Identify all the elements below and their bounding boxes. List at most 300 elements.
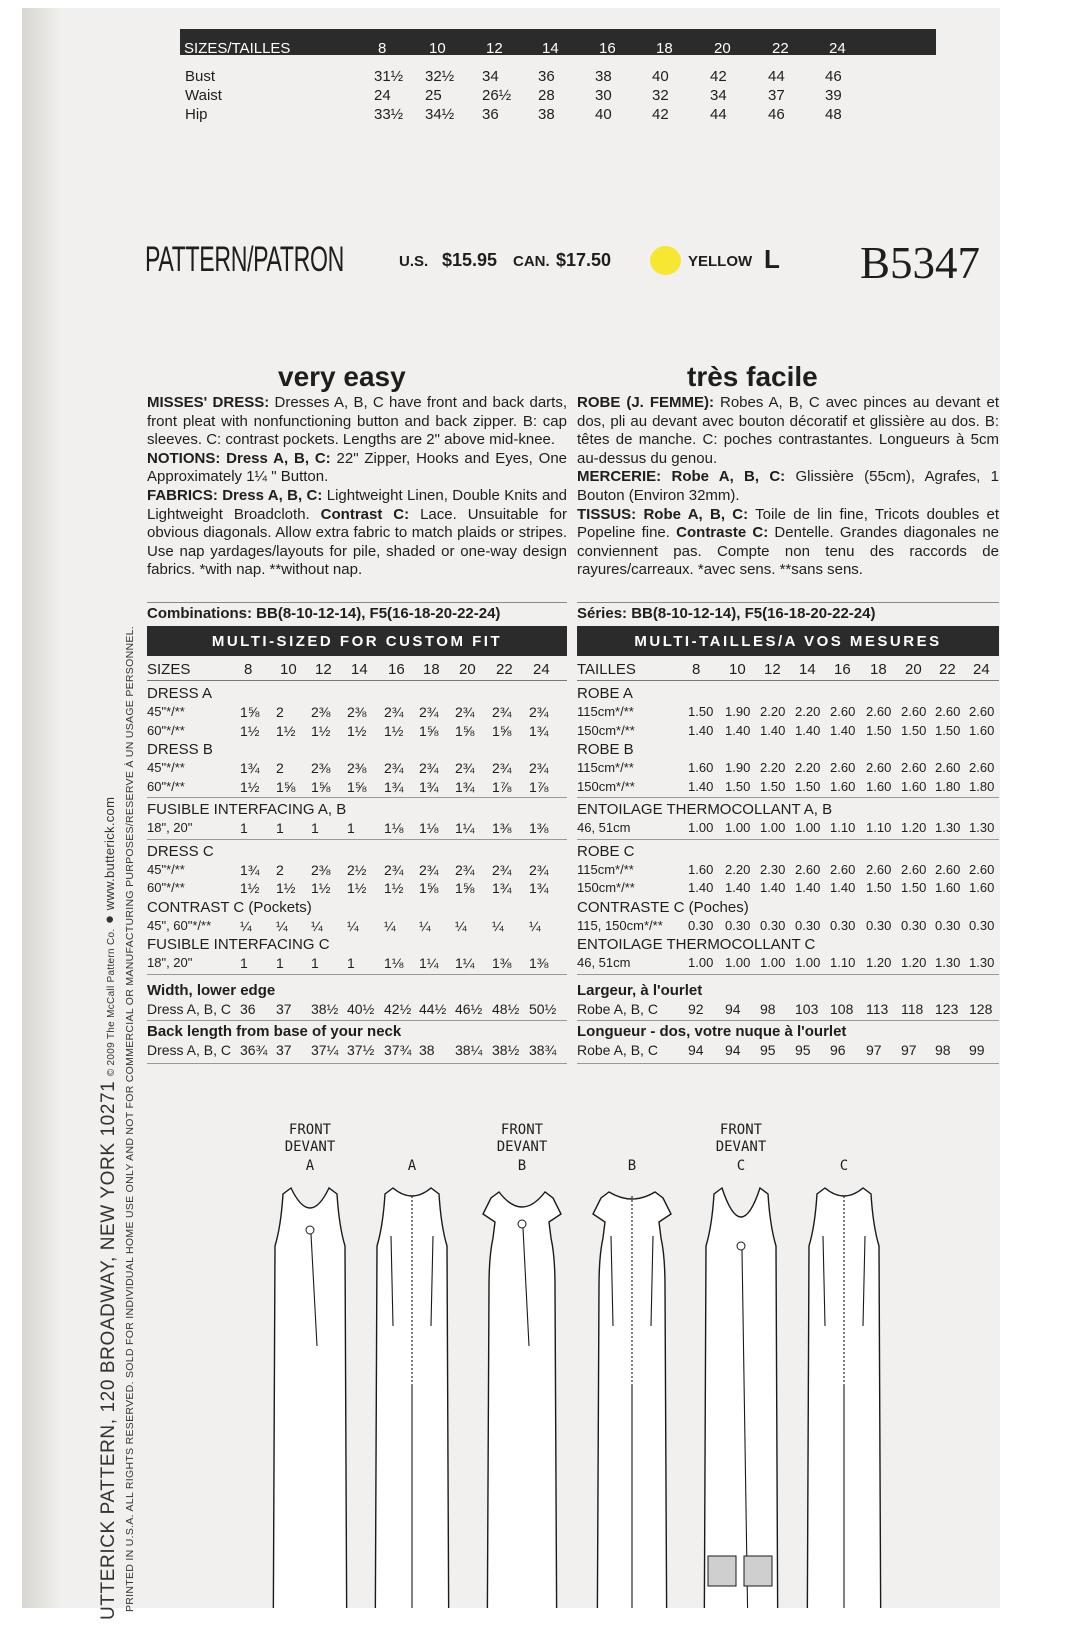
width-value: 103 bbox=[795, 1000, 819, 1017]
yardage-cell: 1 bbox=[240, 955, 248, 971]
yardage-row-label: 18", 20" bbox=[147, 820, 193, 835]
yardage-cell: 1.40 bbox=[688, 880, 714, 895]
yardage-cell: 1⅝ bbox=[492, 722, 512, 739]
yardage-cell: 1.60 bbox=[935, 880, 961, 895]
yardage-cell: 1.50 bbox=[760, 778, 786, 794]
yardage-cell: 1.10 bbox=[866, 820, 892, 835]
yardage-cell: 1⅝ bbox=[276, 778, 296, 795]
yardage-cell: 1.40 bbox=[795, 722, 821, 738]
yardage-cell: 2¾ bbox=[455, 861, 475, 878]
yardage-size: 10 bbox=[280, 661, 297, 678]
yardage-cell: 1.40 bbox=[760, 722, 786, 738]
figure-label-front: FRONT bbox=[719, 1122, 763, 1138]
yardage-cell: 1¼ bbox=[455, 820, 475, 836]
yardage-cell: 2.60 bbox=[901, 861, 927, 877]
dress-figure-back-B bbox=[587, 1176, 677, 1608]
dress-figure-back-C bbox=[799, 1176, 889, 1608]
yardage-cell: 1¾ bbox=[240, 861, 260, 878]
pattern-label: PATTERN/PATRON bbox=[145, 240, 345, 279]
envelope-fold-shadow bbox=[22, 8, 62, 1608]
fabrics-text-2: Lace. Unsuitable for obvious diagonals. Allow extra fabric to match plaids or stripes. Use nap yardages/layouts for pile, shaded or one-way design fabrics. *with nap. **without nap. bbox=[147, 505, 568, 579]
yardage-cell: 2¾ bbox=[419, 861, 439, 878]
dress-heading: MISSES' DRESS: bbox=[147, 394, 270, 411]
length-label: Robe A, B, C bbox=[577, 1041, 658, 1058]
yardage-row-label: 60"*/** bbox=[147, 722, 185, 738]
yardage-cell: 1.40 bbox=[795, 880, 821, 895]
figure-letter: B bbox=[627, 1158, 637, 1174]
width-value: 46½ bbox=[455, 1000, 483, 1017]
yardage-rule bbox=[147, 1063, 567, 1064]
size-table-cell: 32½ bbox=[425, 68, 455, 85]
yardage-cell: 0.30 bbox=[935, 917, 961, 933]
fabrics-heading: FABRICS: Dress A, B, C: bbox=[147, 486, 323, 504]
yardage-cell: 0.30 bbox=[866, 917, 892, 933]
yardage-cell: 1.30 bbox=[935, 820, 961, 835]
tissus-text-2: Dentelle. Grandes diagonales ne conviennent pas. Compte non tenu des raccords de rayures/carreaux. *avec sens. **sans sens. bbox=[577, 524, 1000, 579]
yardage-cell: 2⅜ bbox=[347, 760, 367, 776]
figure-letter: C bbox=[839, 1158, 849, 1174]
yardage-cell: 1⅝ bbox=[419, 880, 439, 896]
yardage-cell: 2.60 bbox=[901, 704, 927, 719]
yardage-cell: 0.30 bbox=[969, 917, 995, 933]
size-table-cell: 46 bbox=[768, 106, 785, 123]
yardage-cell: 1 bbox=[240, 820, 248, 836]
yardage-cell: 1.90 bbox=[725, 760, 751, 775]
yardage-row-label: 115cm*/** bbox=[577, 704, 634, 719]
size-table-cell: 39 bbox=[825, 87, 842, 104]
yardage-cell: 1 bbox=[276, 820, 284, 836]
yardage-cell: 2¾ bbox=[492, 861, 512, 878]
yardage-cell: 1.00 bbox=[725, 955, 751, 970]
yardage-cell: 1⅞ bbox=[492, 778, 512, 795]
yardage-row-label: 115cm*/** bbox=[577, 760, 634, 775]
dress-figure-front-B bbox=[477, 1176, 567, 1608]
length-value: 96 bbox=[830, 1041, 846, 1058]
yardage-cell: 1½ bbox=[347, 880, 367, 896]
title-english: very easy bbox=[278, 361, 406, 392]
size-table-cell: 38 bbox=[538, 106, 555, 123]
figure-label-devant: DEVANT bbox=[496, 1139, 548, 1155]
size-table-cell: 25 bbox=[425, 87, 442, 104]
yardage-cell: 1¼ bbox=[455, 955, 475, 971]
yardage-size: 14 bbox=[799, 661, 816, 678]
length-value: 38¼ bbox=[455, 1041, 483, 1058]
yardage-cell: 1.50 bbox=[688, 704, 714, 719]
yardage-section-title: ENTOILAGE THERMOCOLLANT C bbox=[577, 936, 816, 953]
yardage-size: 22 bbox=[939, 661, 956, 678]
rule-english-top bbox=[147, 602, 567, 603]
yardage-cell: 1.80 bbox=[969, 778, 995, 794]
yardage-rule bbox=[577, 1063, 999, 1064]
yardage-size: 24 bbox=[533, 661, 550, 678]
yardage-size: 18 bbox=[423, 661, 440, 678]
yardage-cell: 1.50 bbox=[866, 880, 892, 895]
size-table-cell: 46 bbox=[825, 68, 842, 85]
yardage-cell: 2 bbox=[276, 760, 284, 776]
yardage-size: 16 bbox=[388, 661, 405, 678]
yardage-cell: 1.50 bbox=[901, 880, 927, 895]
yardage-cell: 2¾ bbox=[455, 704, 475, 720]
size-table-row-label: Hip bbox=[185, 106, 208, 123]
yardage-cell: 2.60 bbox=[935, 760, 961, 775]
yardage-cell: 1⅛ bbox=[419, 820, 439, 836]
yardage-size: 18 bbox=[870, 661, 887, 678]
yardage-section-title: ENTOILAGE THERMOCOLLANT A, B bbox=[577, 801, 833, 818]
yardage-cell: 1.30 bbox=[969, 955, 995, 970]
yardage-cell: 1⅝ bbox=[311, 778, 331, 795]
yardage-cell: 1¾ bbox=[455, 778, 475, 795]
yardage-cell: 1.00 bbox=[795, 820, 821, 835]
width-value: 113 bbox=[866, 1000, 889, 1017]
yardage-cell: 2 bbox=[276, 861, 284, 878]
yardage-cell: ¼ bbox=[419, 917, 431, 934]
yardage-section-title: CONTRAST C (Pockets) bbox=[147, 898, 312, 916]
width-value: 123 bbox=[935, 1000, 959, 1017]
length-value: 38¾ bbox=[529, 1041, 557, 1058]
size-table-cell: 36 bbox=[538, 68, 555, 85]
size-table-row-label: Bust bbox=[185, 68, 216, 85]
size-table-cell: 31½ bbox=[374, 68, 404, 85]
color-dot bbox=[650, 246, 681, 275]
yardage-cell: ¼ bbox=[455, 917, 467, 934]
yardage-cell: 1.00 bbox=[688, 820, 714, 835]
yardage-rule bbox=[147, 839, 567, 840]
yardage-section-title: FUSIBLE INTERFACING C bbox=[147, 936, 330, 953]
yardage-cell: 2.30 bbox=[760, 861, 786, 877]
yardage-cell: 1⅜ bbox=[492, 820, 512, 836]
yardage-cell: 1⅛ bbox=[384, 820, 404, 836]
yardage-cell: 2¾ bbox=[529, 760, 549, 776]
yardage-cell: 1.60 bbox=[688, 861, 714, 877]
yardage-cell: 2¾ bbox=[384, 760, 404, 776]
size-table-cell: 40 bbox=[652, 68, 669, 85]
yardage-cell: 2.60 bbox=[969, 861, 995, 877]
size-table-cell: 32 bbox=[652, 87, 669, 104]
length-value: 38 bbox=[419, 1041, 435, 1058]
dress-figure-front-C bbox=[696, 1176, 786, 1608]
yardage-cell: 1.80 bbox=[935, 778, 961, 794]
length-value: 94 bbox=[725, 1041, 741, 1058]
length-value: 37¼ bbox=[311, 1041, 339, 1058]
title-french: très facile bbox=[687, 361, 818, 392]
yardage-cell: 1 bbox=[276, 955, 284, 971]
length-value: 98 bbox=[935, 1041, 951, 1058]
length-value: 36¾ bbox=[240, 1041, 268, 1058]
length-value: 97 bbox=[901, 1041, 917, 1058]
contrast-pocket bbox=[744, 1556, 772, 1586]
figure-label-front: FRONT bbox=[288, 1122, 332, 1138]
side-imprint bbox=[98, 797, 120, 1620]
yardage-cell: 1⅝ bbox=[240, 704, 260, 720]
yardage-cell: 1½ bbox=[276, 722, 296, 739]
side-legal bbox=[124, 626, 136, 1612]
figure-label-devant: DEVANT bbox=[715, 1139, 767, 1155]
side-copyright: © 2009 The McCall Pattern Co. bbox=[106, 928, 117, 1077]
yardage-sizes-label: SIZES bbox=[147, 661, 191, 678]
yardage-cell: 2.60 bbox=[830, 861, 856, 877]
size-table-cell: 37 bbox=[768, 87, 785, 104]
yardage-cell: 2¾ bbox=[419, 760, 439, 776]
yardage-row-label: 45"*/** bbox=[147, 760, 185, 775]
yardage-cell: 1.30 bbox=[935, 955, 961, 970]
yardage-cell: 2¾ bbox=[492, 704, 512, 720]
yardage-cell: 1.60 bbox=[901, 778, 927, 794]
yardage-row-label: 46, 51cm bbox=[577, 820, 631, 835]
figure-letter: C bbox=[736, 1158, 746, 1174]
yardage-cell: 1.40 bbox=[725, 722, 751, 738]
yardage-row-label: 45", 60"*/** bbox=[147, 917, 212, 933]
yardage-cell: 1.50 bbox=[725, 778, 751, 794]
yardage-section-title: DRESS B bbox=[147, 741, 213, 758]
size-table-cell: 36 bbox=[482, 106, 499, 123]
dress-outline bbox=[483, 1192, 561, 1608]
figure-letter: A bbox=[305, 1158, 315, 1174]
yardage-cell: 1.50 bbox=[935, 722, 961, 738]
yardage-cell: 1.00 bbox=[725, 820, 751, 835]
yardage-cell: ¼ bbox=[384, 917, 396, 934]
length-value: 37 bbox=[276, 1041, 292, 1058]
length-value: 38½ bbox=[492, 1041, 520, 1058]
yardage-cell: 1.00 bbox=[760, 955, 786, 970]
size-table-row-label: Waist bbox=[185, 87, 222, 104]
yardage-cell: 1.00 bbox=[688, 955, 714, 970]
yardage-cell: ¼ bbox=[276, 917, 288, 934]
yardage-cell: 2.60 bbox=[830, 704, 856, 719]
length-heading: Longueur - dos, votre nuque à l'ourlet bbox=[577, 1022, 847, 1040]
yardage-cell: 1 bbox=[311, 955, 319, 971]
yardage-cell: ¼ bbox=[311, 917, 323, 934]
mercerie-heading: MERCERIE: Robe A, B, C: bbox=[577, 468, 786, 486]
yardage-cell: 1⅝ bbox=[455, 880, 475, 896]
yardage-section-title: CONTRASTE C (Poches) bbox=[577, 898, 749, 916]
width-value: 40½ bbox=[347, 1000, 375, 1017]
tissus-text-1: Toile de lin fine, Tricots doubles et Popeline fine. bbox=[577, 505, 999, 542]
size-table-cell: 42 bbox=[652, 106, 669, 123]
size-table-cell: 34 bbox=[710, 87, 727, 104]
yardage-rule bbox=[147, 797, 567, 798]
yardage-cell: ¼ bbox=[492, 917, 504, 934]
yardage-cell: 0.30 bbox=[760, 917, 786, 933]
yardage-row-label: 60"*/** bbox=[147, 880, 185, 895]
yardage-row-label: 60"*/** bbox=[147, 778, 185, 794]
robe-text: Robes A, B, C avec pinces au devant et dos, pli au devant avec bouton décoratif et glissière au dos. B: têtes de manche. C: poches contrastantes. Longueurs à 5cm au-dessus du genou. bbox=[577, 394, 999, 467]
yardage-cell: 1½ bbox=[240, 722, 260, 739]
size-table-cell: 44 bbox=[768, 68, 785, 85]
yardage-size: 16 bbox=[834, 661, 851, 678]
width-value: 98 bbox=[760, 1000, 776, 1017]
yardage-cell: 0.30 bbox=[795, 917, 821, 933]
yardage-cell: 1⅞ bbox=[529, 778, 549, 795]
pattern-number: B5347 bbox=[860, 238, 981, 288]
yardage-row-label: 46, 51cm bbox=[577, 955, 631, 970]
yardage-size: 12 bbox=[315, 661, 332, 678]
yardage-rule bbox=[577, 797, 999, 798]
yardage-cell: 2.60 bbox=[935, 704, 961, 719]
figure-letter: A bbox=[407, 1158, 417, 1174]
yardage-cell: 2.60 bbox=[969, 760, 995, 775]
yardage-rule bbox=[147, 680, 567, 681]
size-table-size: 16 bbox=[599, 40, 616, 57]
size-table-cell: 48 bbox=[825, 106, 842, 123]
size-table-cell: 28 bbox=[538, 87, 555, 104]
width-heading: Largeur, à l'ourlet bbox=[577, 981, 703, 999]
yardage-cell: 1.50 bbox=[866, 722, 892, 738]
english-description bbox=[147, 394, 567, 580]
length-value: 95 bbox=[795, 1041, 811, 1058]
yardage-cell: 1½ bbox=[384, 722, 404, 739]
yardage-cell: 2.20 bbox=[795, 704, 821, 719]
tissus-heading: TISSUS: Robe A, B, C: bbox=[577, 505, 749, 523]
yardage-row-label: 150cm*/** bbox=[577, 722, 635, 738]
fabrics-text-1: Lightweight Linen, Double Knits and Lightweight Broadcloth. bbox=[147, 486, 567, 523]
yardage-cell: 1½ bbox=[347, 722, 367, 739]
yardage-rule bbox=[577, 680, 999, 681]
combinations: Combinations: BB(8-10-12-14), F5(16-18-20-22-24) bbox=[147, 605, 501, 622]
yardage-cell: 1½ bbox=[276, 880, 296, 896]
yardage-cell: 1¾ bbox=[492, 880, 512, 896]
yardage-cell: 1.50 bbox=[795, 778, 821, 794]
width-value: 118 bbox=[901, 1000, 924, 1017]
notions-heading: NOTIONS: Dress A, B, C: bbox=[147, 449, 331, 467]
yardage-cell: 1⅜ bbox=[529, 820, 549, 836]
yardage-cell: 2¾ bbox=[492, 760, 512, 776]
size-table-cell: 34 bbox=[482, 68, 499, 85]
yardage-cell: 2.60 bbox=[866, 760, 892, 775]
yardage-size: 20 bbox=[459, 661, 476, 678]
yardage-cell: 2.20 bbox=[760, 704, 786, 719]
yardage-rule bbox=[577, 839, 999, 840]
yardage-cell: 2⅜ bbox=[311, 704, 331, 720]
size-table-cell: 38 bbox=[595, 68, 612, 85]
yardage-cell: 1⅝ bbox=[419, 722, 439, 739]
yardage-section-title: DRESS C bbox=[147, 842, 214, 860]
size-table-size: 20 bbox=[714, 40, 731, 57]
size-letter: L bbox=[764, 244, 780, 274]
width-value: 44½ bbox=[419, 1000, 447, 1017]
side-url: www.butterick.com bbox=[102, 796, 117, 911]
yardage-cell: 1.60 bbox=[969, 722, 995, 738]
yardage-cell: 2.20 bbox=[795, 760, 821, 775]
yardage-cell: 2.60 bbox=[969, 704, 995, 719]
length-value: 95 bbox=[760, 1041, 776, 1058]
yardage-cell: 1.50 bbox=[901, 722, 927, 738]
yardage-cell: 2¾ bbox=[455, 760, 475, 776]
yardage-cell: 1.10 bbox=[830, 820, 856, 835]
yardage-cell: 2⅜ bbox=[311, 760, 331, 776]
size-table-size: 14 bbox=[542, 40, 559, 57]
can-price: $17.50 bbox=[556, 250, 612, 270]
yardage-cell: 2¾ bbox=[529, 861, 549, 878]
contrast-pocket bbox=[708, 1556, 736, 1586]
yardage-cell: 2⅜ bbox=[311, 861, 331, 878]
yardage-size: 8 bbox=[692, 661, 701, 678]
width-heading: Width, lower edge bbox=[147, 981, 276, 999]
notions-text: 22" Zipper, Hooks and Eyes, One Approximately 1¼ " Button. bbox=[147, 449, 567, 486]
yardage-rule bbox=[577, 974, 999, 975]
figure-label-devant: DEVANT bbox=[284, 1139, 336, 1155]
yardage-section-title: ROBE A bbox=[577, 685, 633, 702]
size-table-size: 10 bbox=[429, 40, 446, 57]
yardage-row-label: 18", 20" bbox=[147, 955, 193, 970]
yardage-size: 12 bbox=[764, 661, 781, 678]
mercerie-text: Glissière (55cm), Agrafes, 1 Bouton (Environ 32mm). bbox=[577, 468, 999, 504]
yardage-cell: 1⅛ bbox=[384, 955, 404, 971]
length-value: 94 bbox=[688, 1041, 704, 1058]
rule-french-top bbox=[577, 602, 999, 603]
length-value: 37¾ bbox=[384, 1041, 412, 1058]
size-table-cell: 34½ bbox=[425, 106, 455, 123]
width-label: Dress A, B, C bbox=[147, 1000, 232, 1017]
yardage-cell: 2⅜ bbox=[347, 704, 367, 720]
series: Séries: BB(8-10-12-14), F5(16-18-20-22-24) bbox=[577, 605, 876, 622]
yardage-sizes-label: TAILLES bbox=[577, 661, 636, 678]
yardage-cell: 1.40 bbox=[830, 880, 856, 895]
yardage-row-label: 115, 150cm*/** bbox=[577, 917, 663, 933]
length-value: 99 bbox=[969, 1041, 985, 1058]
yardage-cell: 2 bbox=[276, 704, 284, 720]
tissus-contrast: Contraste C: bbox=[676, 524, 769, 542]
yardage-cell: 1½ bbox=[240, 880, 260, 896]
width-value: 48½ bbox=[492, 1000, 520, 1017]
yardage-section-title: DRESS A bbox=[147, 685, 213, 702]
yardage-size: 22 bbox=[496, 661, 513, 678]
yardage-cell: 1.40 bbox=[688, 722, 714, 738]
yardage-cell: 1½ bbox=[240, 778, 260, 795]
size-table-cell: 40 bbox=[595, 106, 612, 123]
length-label: Dress A, B, C bbox=[147, 1041, 232, 1058]
yardage-cell: 1½ bbox=[311, 880, 331, 896]
yardage-cell: 0.30 bbox=[688, 917, 714, 933]
yardage-rule bbox=[147, 1020, 567, 1021]
yardage-cell: 1 bbox=[311, 820, 319, 836]
yardage-cell: 2.20 bbox=[760, 760, 786, 775]
can-label: CAN. bbox=[513, 253, 550, 270]
yardage-cell: 2.60 bbox=[901, 760, 927, 775]
yardage-cell: 1.40 bbox=[688, 778, 714, 794]
yardage-cell: 1.60 bbox=[688, 760, 714, 775]
yardage-cell: ¼ bbox=[347, 917, 359, 934]
yardage-cell: 1.30 bbox=[969, 820, 995, 835]
width-value: 38½ bbox=[311, 1000, 339, 1017]
figure-label-front: FRONT bbox=[500, 1122, 544, 1138]
yardage-row-label: 45"*/** bbox=[147, 704, 185, 719]
yardage-cell: 1¼ bbox=[419, 955, 439, 971]
dress-text: Dresses A, B, C have front and back darts, front pleat with nonfunctioning button and back zipper. B: cap sleeves. C: contrast pockets. Lengths are 2" above mid-knee. bbox=[147, 394, 567, 449]
yardage-cell: 1.20 bbox=[901, 820, 927, 835]
yardage-cell: 0.30 bbox=[725, 917, 751, 933]
width-value: 108 bbox=[830, 1000, 854, 1017]
yardage-cell: 1¾ bbox=[240, 760, 260, 776]
width-value: 36 bbox=[240, 1000, 256, 1017]
yardage-cell: 1¾ bbox=[529, 880, 549, 896]
yardage-section-title: FUSIBLE INTERFACING A, B bbox=[147, 801, 347, 818]
yardage-cell: 1 bbox=[347, 820, 355, 836]
yardage-rule bbox=[577, 1020, 999, 1021]
width-value: 42½ bbox=[384, 1000, 412, 1017]
yardage-cell: 1¾ bbox=[419, 778, 439, 795]
yardage-cell: 2.60 bbox=[866, 861, 892, 877]
width-value: 92 bbox=[688, 1000, 704, 1017]
dress-outline bbox=[273, 1188, 347, 1608]
yardage-cell: 1¾ bbox=[384, 778, 404, 795]
size-table-cell: 26½ bbox=[482, 87, 512, 104]
yardage-cell: 1.40 bbox=[760, 880, 786, 895]
yardage-cell: 1.00 bbox=[795, 955, 821, 970]
yardage-cell: 1½ bbox=[311, 722, 331, 739]
robe-heading: ROBE (J. FEMME): bbox=[577, 394, 714, 411]
size-table-size: 24 bbox=[829, 40, 846, 57]
dress-outline bbox=[704, 1188, 778, 1608]
